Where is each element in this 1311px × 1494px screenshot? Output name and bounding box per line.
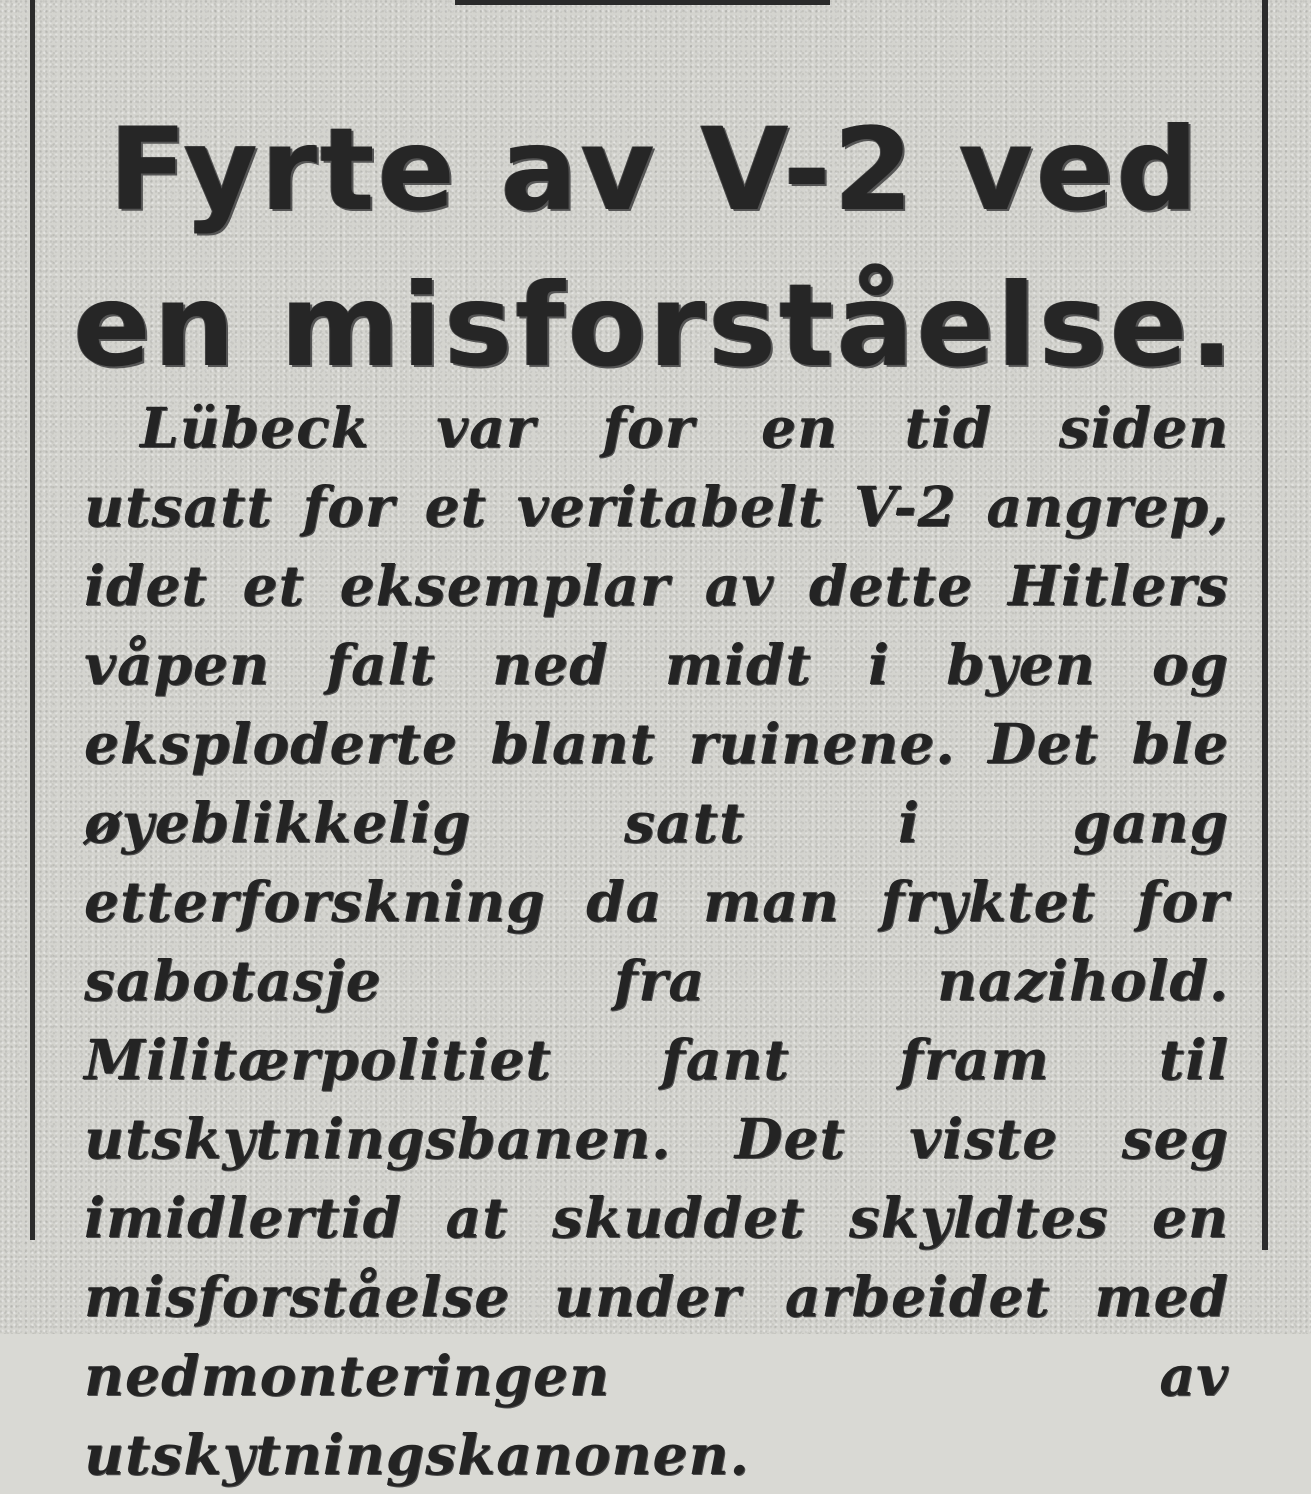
- article-headline: Fyrte av V-2 ved en misforståelse.: [73, 103, 1237, 392]
- top-column-rule: [455, 0, 830, 5]
- article-body: Lübeck var for en tid siden utsatt for et veritabelt V-2 angrep, idet et eksemplar av dette Hitlers våpen falt ned midt i byen og eksploderte blant ruinene. Det ble øyeblikkelig satt i gang etterforskning da man fryktet for sabotasje fra nazihold. Militærpolitiet fant fram til utskytningsbanen. Det viste seg imidlertid at skuddet skyldtes en misforståelse under arbeidet med nedmonteringen av utskytningskanonen.: [84, 395, 1229, 1487]
- right-column-rule: [1262, 0, 1268, 1250]
- left-column-rule: [30, 0, 35, 1240]
